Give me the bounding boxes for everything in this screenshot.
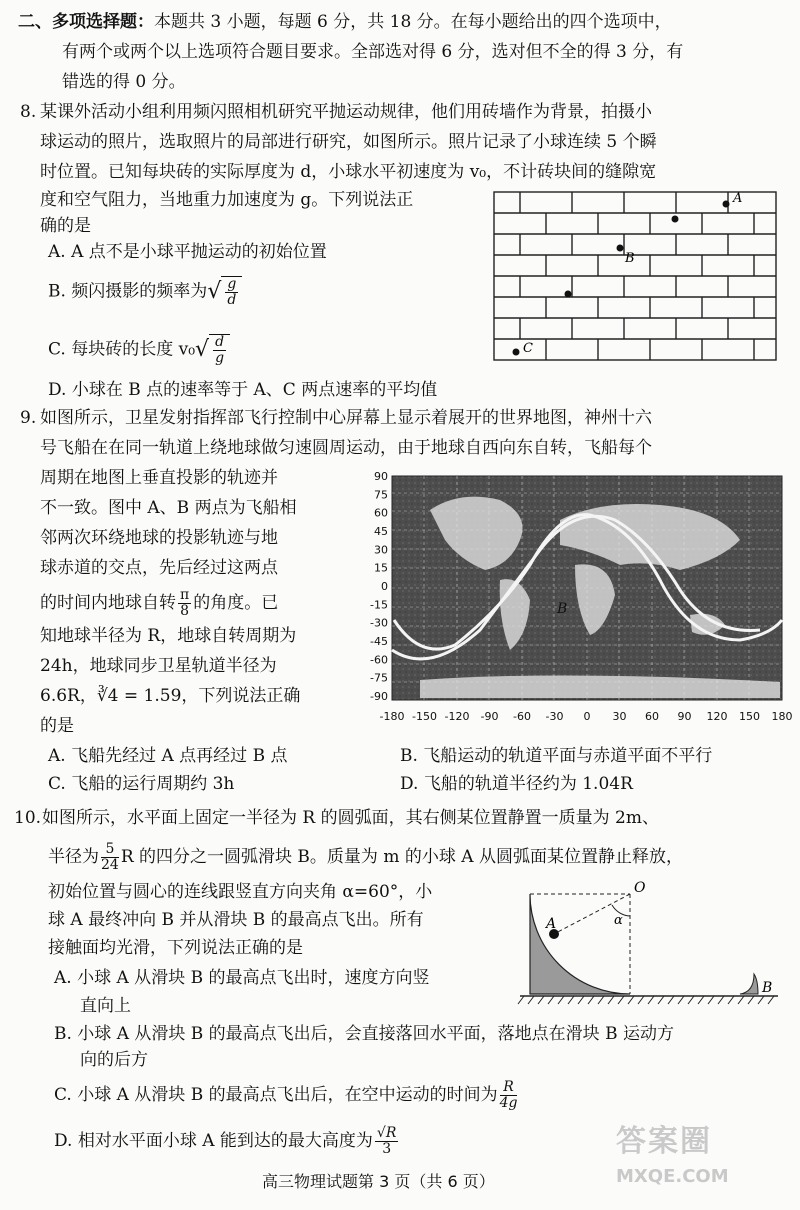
fig8-label-c: C (523, 341, 533, 356)
map-y-tick-label: 60 (374, 506, 388, 520)
q8-option-b-fraction: $\frac{g}{d}$ (227, 276, 237, 308)
map-y-tick-label: -45 (370, 635, 388, 648)
map-x-tick-label: 90 (677, 710, 692, 723)
map-y-tick-label: -60 (370, 653, 388, 667)
q8-option-c: C. 每块砖的长度 v₀√ $\frac{d}{g}$ (48, 334, 230, 366)
map-y-axis-ticks (370, 470, 388, 703)
map-x-tick-label: 30 (612, 710, 627, 723)
section-heading: 二、多项选择题： (18, 12, 154, 32)
map-y-tick-label: -75 (370, 671, 388, 685)
ball-position-2 (672, 216, 679, 223)
q10-number: 10. (14, 808, 42, 828)
map-y-tick-label: 75 (374, 488, 388, 502)
map-x-tick-label: 180 (771, 710, 793, 723)
fig10-label-b: B (762, 980, 773, 996)
map-y-tick-label: -90 (370, 690, 388, 703)
q10-option-c-fraction: $\frac{R}{4g}$ (499, 1079, 518, 1111)
map-y-tick-label: 15 (374, 561, 388, 575)
q9-stem-7: 的时间内地球自转 $\frac{\pi}{8}$ 的角度。已 (40, 587, 279, 619)
q8-option-a: A. A 点不是小球平抛运动的初始位置 (48, 242, 327, 262)
q10-option-b-2: 向的后方 (80, 1050, 148, 1070)
q10-stem-1: 如图所示，水平面上固定一半径为 R 的圆弧面，其右侧某位置静置一质量为 2m、 (42, 808, 659, 828)
map-y-tick-label: 90 (374, 470, 388, 483)
q9-stem-2: 号飞船在在同一轨道上绕地球做匀速圆周运动，由于地球自西向东自转，飞船每个 (40, 438, 652, 458)
q10-stem-3: 初始位置与圆心的连线跟竖直方向夹角 α=60°，小 (48, 882, 433, 902)
q9-stem-5: 邻两次环绕地球的投影轨迹与地 (40, 528, 278, 548)
ball-position-a (723, 201, 730, 208)
map-x-tick-label: -90 (480, 710, 499, 723)
section-header (18, 10, 672, 34)
q10-option-d: D. 相对水平面小球 A 能到达的最大高度为 $\frac{√R}{3}$ (54, 1125, 397, 1157)
watermark-logo (616, 1116, 792, 1204)
map-x-tick-label: 0 (583, 710, 591, 723)
map-x-tick-label: -180 (379, 710, 405, 723)
fig8-label-b: B (625, 251, 635, 266)
q9-number: 9. (20, 408, 37, 428)
map-x-tick-label: 120 (706, 710, 728, 723)
q8-option-b-text: B. 频闪摄影的频率为 (48, 281, 208, 302)
q8-option-c-text: C. 每块砖的长度 v₀ (48, 339, 196, 360)
q9-option-c: C. 飞船的运行周期约 3h (48, 774, 235, 794)
q10-stem-5: 接触面均光滑，下列说法正确的是 (48, 938, 303, 958)
q10-option-c: C. 小球 A 从滑块 B 的最高点飞出后，在空中运动的时间为 $\frac{R}{4g}$ (54, 1079, 518, 1111)
watermark-site: MXQE.COM (616, 1166, 729, 1187)
q10-option-d-fraction: $\frac{√R}{3}$ (376, 1125, 397, 1157)
fig10-label-a: A (546, 916, 557, 932)
q9-option-d: D. 飞船的轨道半径约为 1.04R (400, 774, 633, 794)
q10-option-a-2: 直向上 (80, 996, 131, 1016)
q9-stem-11: 的是 (40, 716, 74, 736)
section-intro-3: 错选的得 0 分。 (62, 72, 186, 92)
q8-number: 8. (20, 102, 37, 122)
ball-position-b (617, 245, 624, 252)
map-x-tick-label: -120 (444, 710, 470, 723)
map-x-axis-ticks (380, 710, 793, 723)
q9-stem-6: 球赤道的交点，先后经过这两点 (40, 558, 278, 578)
world-map-figure (360, 470, 793, 732)
q8-stem-2: 球运动的照片，选取照片的局部进行研究，如图所示。照片记录了小球连续 5 个瞬 (40, 132, 657, 152)
q9-angle-fraction: $\frac{\pi}{8}$ (180, 587, 190, 619)
map-y-tick-label: 45 (374, 525, 388, 538)
q9-option-a: A. 飞船先经过 A 点再经过 B 点 (48, 746, 288, 766)
section-intro-1: 本题共 3 小题，每题 6 分，共 18 分。在每小题给出的四个选项中， (154, 12, 672, 32)
q9-option-b: B. 飞船运动的轨道平面与赤道平面不平行 (400, 746, 713, 766)
q9-stem-4: 不一致。图中 A、B 两点为飞船相 (40, 498, 297, 518)
map-x-tick-label: -60 (513, 710, 531, 723)
q8-stem-3: 时位置。已知每块砖的实际厚度为 d，小球水平初速度为 v₀，不计砖块间的缝隙宽 (40, 162, 657, 182)
q9-stem-8: 知地球半径为 R，地球自转周期为 (40, 626, 297, 646)
map-x-tick-label: -150 (412, 710, 437, 723)
q10-option-a-1: A. 小球 A 从滑块 B 的最高点飞出时，速度方向竖 (54, 968, 430, 988)
map-x-tick-label: 60 (645, 710, 659, 723)
q8-stem-1: 某课外活动小组利用频闪照相机研究平抛运动规律，他们用砖墙作为背景，拍摄小 (40, 102, 652, 122)
brick-wall-figure (490, 186, 780, 366)
map-x-tick-label: 150 (739, 710, 760, 723)
q10-stem-4: 球 A 最终冲向 B 并从滑块 B 的最高点飞出。所有 (48, 910, 424, 930)
q9-stem-3: 周期在地图上垂直投影的轨迹并 (40, 468, 278, 488)
map-x-tick-label: -30 (545, 710, 564, 723)
watermark-logo-text: 答案圈 (616, 1124, 712, 1159)
page-footer: 高三物理试题第 3 页（共 6 页） (262, 1172, 495, 1191)
arc-slider-figure (518, 880, 780, 1012)
slider-b (740, 974, 758, 994)
section-intro-2: 有两个或两个以上选项符合题目要求。全部选对得 6 分，选对但不全的得 3 分，有 (62, 42, 684, 62)
fig10-label-o: O (634, 880, 646, 896)
map-y-tick-label: 0 (381, 580, 388, 593)
q10-radius-fraction: $\frac{5}{24}$ (101, 841, 119, 873)
q8-option-b: B. 频闪摄影的频率为√ $\frac{g}{d}$ (48, 276, 242, 308)
map-y-tick-label: -15 (370, 598, 388, 612)
map-y-tick-label: -30 (370, 616, 388, 630)
q9-stem-9: 24h，地球同步卫星轨道半径为 (40, 656, 277, 676)
ball-position-4 (565, 291, 572, 298)
q10-stem-2: 半径为 $\frac{5}{24}$ R 的四分之一圆弧滑块 B。质量为 m 的小球 A 从圆弧面某位置静止释放， (48, 841, 683, 873)
q9-stem-10: 6.6R，∛4 = 1.59，下列说法正确 (40, 686, 301, 706)
fig8-label-a: A (733, 191, 743, 206)
q10-option-b-1: B. 小球 A 从滑块 B 的最高点飞出后，会直接落回水平面，落地点在滑块 B 运动方 (54, 1024, 674, 1044)
q8-option-d: D. 小球在 B 点的速率等于 A、C 两点速率的平均值 (48, 380, 438, 400)
q8-stem-5: 确的是 (40, 216, 91, 236)
q8-option-c-fraction: $\frac{d}{g}$ (215, 334, 225, 366)
ball-position-c (513, 349, 520, 356)
q8-stem-4: 度和空气阻力，当地重力加速度为 g。下列说法正 (40, 190, 414, 210)
map-label-b: B (557, 601, 568, 617)
map-y-tick-label: 30 (374, 543, 388, 557)
fig10-label-alpha: α (614, 913, 623, 928)
q9-stem-1: 如图所示，卫星发射指挥部飞行控制中心屏幕上显示着展开的世界地图，神州十六 (40, 408, 652, 428)
